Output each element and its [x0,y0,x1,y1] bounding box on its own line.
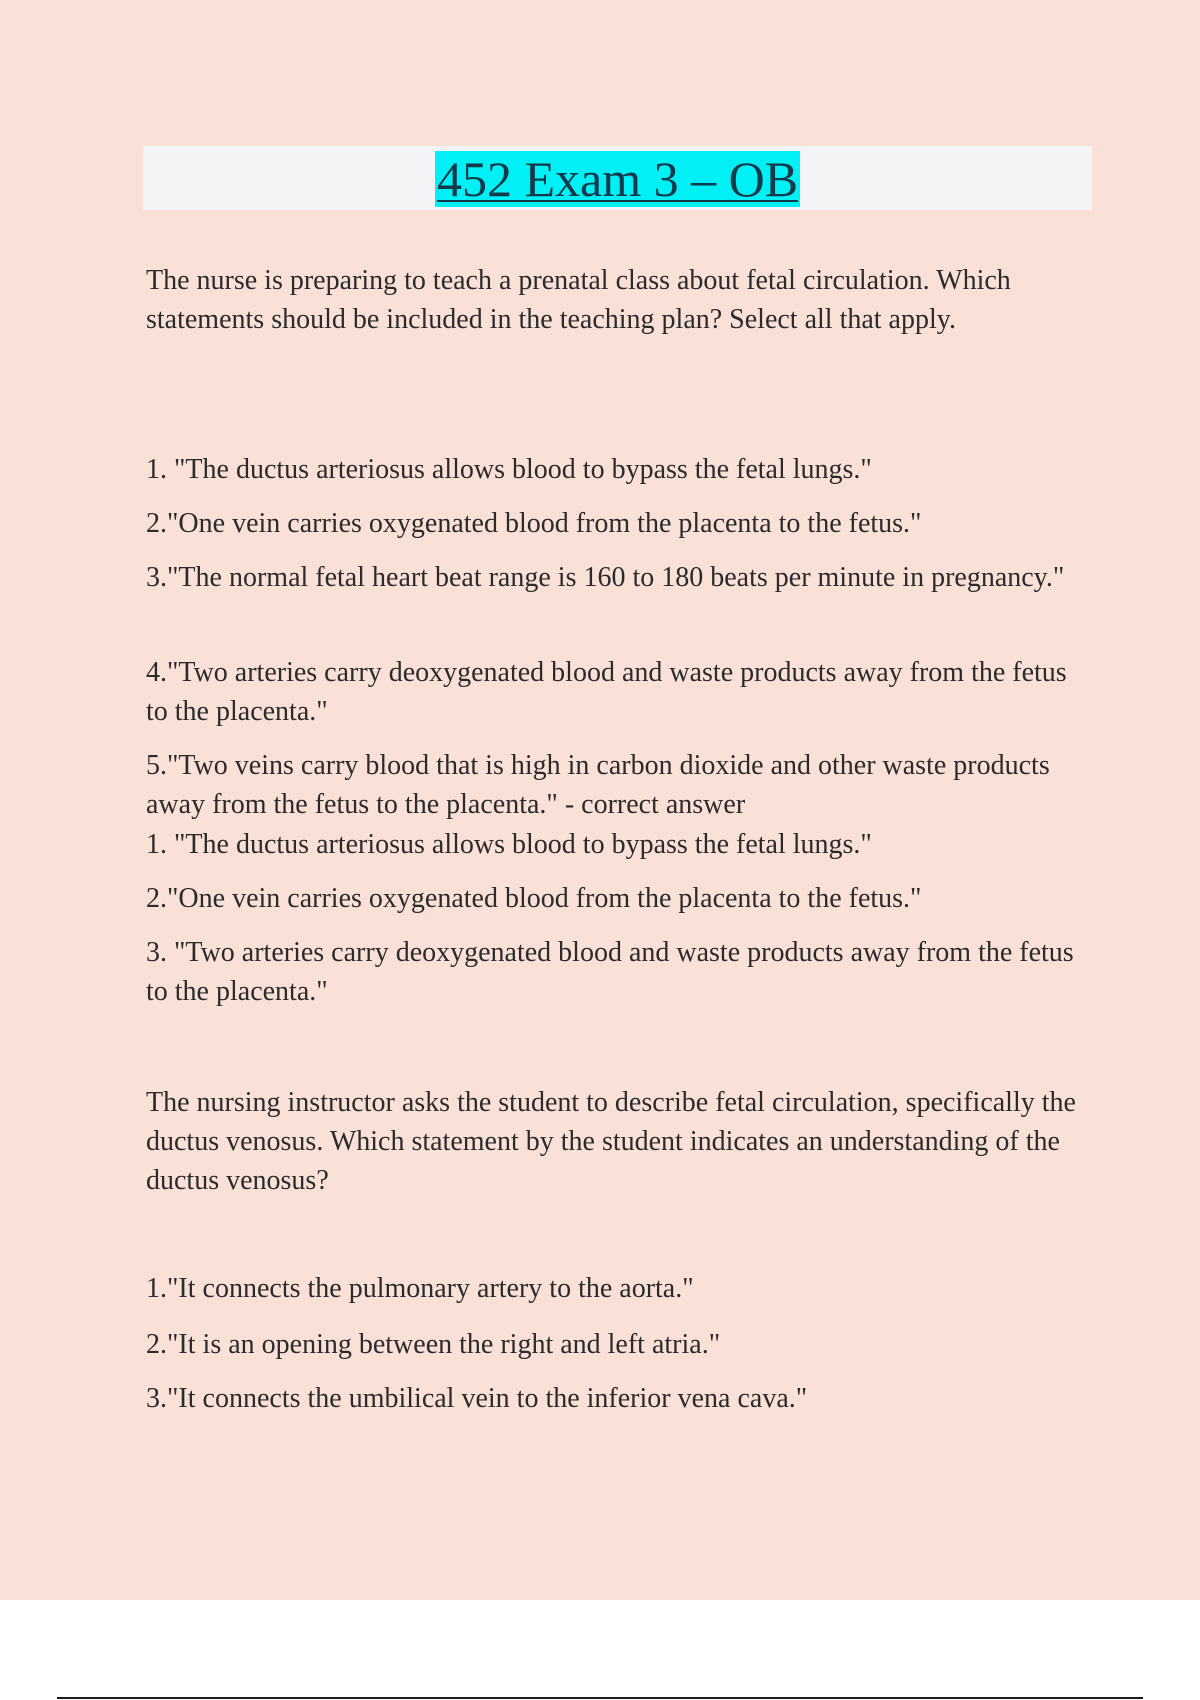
question-1-option-1: 1. "The ductus arteriosus allows blood to bypass the fetal lungs." [146,454,872,485]
page-title: 452 Exam 3 – OB [436,151,799,207]
question-2-option-3: 3."It connects the umbilical vein to the inferior vena cava." [146,1383,808,1414]
question-2-option-2: 2."It is an opening between the right and left atria." [146,1329,721,1360]
question-1-stem: The nurse is preparing to teach a prenatal class about fetal circulation. Which statements should be included in the teaching plan? Select all that apply. [146,265,1011,335]
question-1-option-5: 5."Two veins carry blood that is high in carbon dioxide and other waste products away from the fetus to the placenta." - correct answer [146,750,1050,820]
question-2-option-1: 1."It connects the pulmonary artery to the aorta." [146,1273,694,1304]
question-1-option-3: 3."The normal fetal heart beat range is 160 to 180 beats per minute in pregnancy." [146,562,1065,593]
question-2-stem: The nursing instructor asks the student to describe fetal circulation, specifically the ductus venosus. Which statement by the student indicates an understanding of the ductus venosus? [146,1087,1076,1196]
question-1-option-2: 2."One vein carries oxygenated blood from the placenta to the fetus." [146,508,922,539]
footer-divider [57,1697,1143,1699]
question-1-answer-2: 2."One vein carries oxygenated blood from the placenta to the fetus." [146,883,922,914]
question-1-answer-3: 3. "Two arteries carry deoxygenated blood and waste products away from the fetus to the placenta." [146,937,1074,1007]
question-1-option-4: 4."Two arteries carry deoxygenated blood and waste products away from the fetus to the placenta." [146,657,1067,727]
question-1-answer-1: 1. "The ductus arteriosus allows blood to bypass the fetal lungs." [146,829,872,860]
title-banner [143,146,1092,210]
